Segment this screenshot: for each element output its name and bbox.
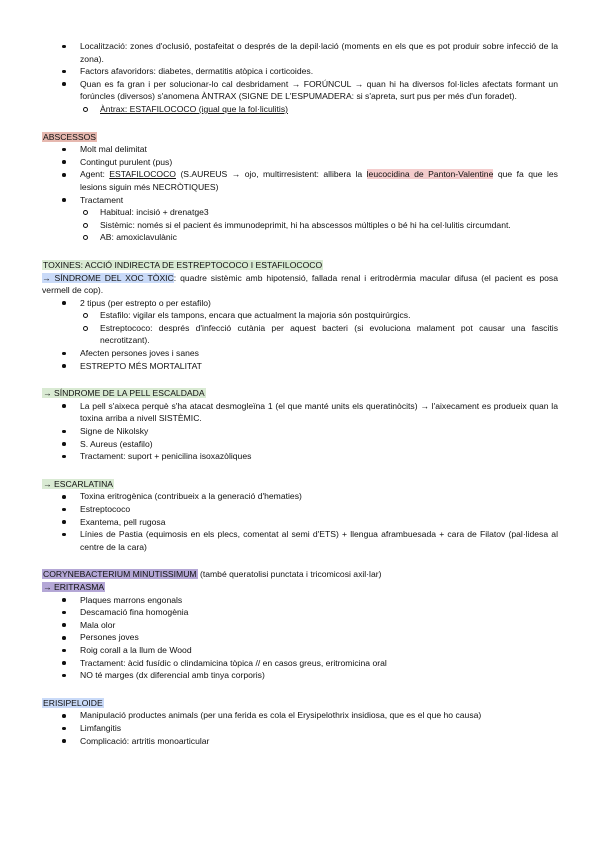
section-toxines xyxy=(42,259,558,372)
list-item: La pell s'aixeca perquè s'ha atacat desmogleïna 1 (el que manté units els queratinòcits) → l'aixecament es produeix quan la toxina arriba a nivell SISTÈMIC. xyxy=(42,400,558,425)
erisipeloide-list xyxy=(42,709,558,747)
list-item: ESTREPTO MÉS MORTALITAT xyxy=(42,360,558,373)
section-title xyxy=(42,259,558,272)
list-item: Contingut purulent (pus) xyxy=(42,156,558,169)
section-title-text: ABSCESSOS xyxy=(43,131,97,142)
section-title xyxy=(42,478,558,491)
list-item: Manipulació productes animals (per una ferida es cola el Erysipelothrix insidiosa, que es el que ho causa) xyxy=(42,709,558,722)
list-item: Limfangitis xyxy=(42,722,558,735)
agent-end: que fa que les lesions siguin més NECRÒTIQUES) xyxy=(80,169,558,192)
section-title-text: ERISIPELOIDE xyxy=(43,697,103,708)
section-title-text: → SÍNDROME DE LA PELL ESCALDADA xyxy=(43,388,205,399)
list-item: Estreptococo xyxy=(42,503,558,516)
section-title-suffix: (també queratolisi punctata i tricomicosi axil·lar) xyxy=(197,569,382,580)
sublist xyxy=(80,309,558,347)
section-title-text: TOXINES: ACCIÓ INDIRECTA DE ESTREPTOCOCO I ESTAFILOCOCO xyxy=(43,259,323,270)
intro-list xyxy=(42,40,558,116)
section-title xyxy=(42,387,558,400)
subsection-title xyxy=(42,581,558,594)
toxin-highlight: leucocidina de Panton-Valentine xyxy=(366,169,494,180)
abscessos-list xyxy=(42,143,558,244)
pell-escaldada-list xyxy=(42,400,558,463)
list-item-agent xyxy=(42,168,558,193)
section-title-text: → ESCARLATINA xyxy=(43,478,114,489)
agent-name: ESTAFILOCOCO xyxy=(109,169,176,180)
shock-title: → SÍNDROME DEL XOC TÒXIC xyxy=(42,272,174,283)
list-item: Complicació: artritis monoarticular xyxy=(42,735,558,748)
list-item: Roig corall a la llum de Wood xyxy=(42,644,558,657)
shock-text: : quadre sistèmic amb hipotensió, fallada renal i eritrodèrmia macular difusa (el pacient es posa vermell de cop). xyxy=(42,272,558,296)
list-item-text: 2 tipus (per estrepto o per estafilo) xyxy=(80,297,211,308)
section-title xyxy=(42,697,558,710)
list-item: Plaques marrons engonals xyxy=(42,594,558,607)
section-pell-escaldada xyxy=(42,387,558,463)
section-escarlatina xyxy=(42,478,558,554)
sublist-item: Estafilo: vigilar els tampons, encara que actualment la majoria són postquirúrgics. xyxy=(80,309,558,322)
list-item: Tractament: àcid fusídic o clindamicina tòpica // en casos greus, eritromicina oral xyxy=(42,657,558,670)
agent-detail: (S.AUREUS → ojo, multirresistent: allibera la xyxy=(176,169,367,180)
list-item: Exantema, pell rugosa xyxy=(42,516,558,529)
list-item: Localització: zones d'oclusió, postafeitat o després de la depil·lació (moments en els que es pot produir sobre infecció de la zona). xyxy=(42,40,558,65)
shock-paragraph xyxy=(42,272,558,297)
corynebacterium-list xyxy=(42,594,558,682)
list-item: NO té marges (dx diferencial amb tinya corporis) xyxy=(42,669,558,682)
section-title xyxy=(42,568,558,581)
list-item: Línies de Pastia (equimosis en els plecs, comentat al semi d'ETS) + llengua aframbuesada + cara de Filatov (pal·lidesa al centre de la cara) xyxy=(42,528,558,553)
escarlatina-list xyxy=(42,490,558,553)
list-item: Afecten persones joves i sanes xyxy=(42,347,558,360)
list-item: Persones joves xyxy=(42,631,558,644)
sublist-item: Estreptococo: després d'infecció cutània per aquest bacteri (si evoluciona malament pot causar una fascitis necrotitzant). xyxy=(80,322,558,347)
sublist xyxy=(80,206,558,244)
toxines-list xyxy=(42,297,558,373)
sublist-item xyxy=(80,103,558,116)
list-item: Descamació fina homogènia xyxy=(42,606,558,619)
list-item: Toxina eritrogènica (contribueix a la generació d'hematies) xyxy=(42,490,558,503)
sublist xyxy=(80,103,558,116)
subsection-title-text: → ERITRASMA xyxy=(43,581,105,592)
sublist-item: AB: amoxiclavulànic xyxy=(80,231,558,244)
list-item: Tractament: suport + penicilina isoxazòliques xyxy=(42,450,558,463)
list-item xyxy=(42,194,558,244)
list-item xyxy=(42,78,558,116)
agent-prefix: Agent: xyxy=(80,169,110,180)
list-item: Molt mal delimitat xyxy=(42,143,558,156)
list-item: Signe de Nikolsky xyxy=(42,425,558,438)
sublist-item: Sistèmic: només si el pacient és immunodeprimit, hi ha abscessos múltiples o bé hi ha cel·lulitis circumdant. xyxy=(80,219,558,232)
list-item: Factors afavoridors: diabetes, dermatitis atòpica i corticoides. xyxy=(42,65,558,78)
section-title-text: CORYNEBACTERIUM MINUTISSIMUM xyxy=(43,569,197,580)
list-item: Mala olor xyxy=(42,619,558,632)
section-abscessos xyxy=(42,131,558,244)
section-corynebacterium xyxy=(42,568,558,681)
list-item: S. Aureus (estafilo) xyxy=(42,438,558,451)
section-erisipeloide xyxy=(42,697,558,747)
sublist-item: Habitual: incisió + drenatge3 xyxy=(80,206,558,219)
list-item-text: Quan es fa gran i per solucionar-lo cal desbridament → FORÚNCUL → quan hi ha diversos fol·licles afectats formant un forúncles (diversos) s'anomena ÀNTRAX (SIGNE DE L'ESPUMADERA: si s'apreta, surt pus per més d'un foradet). xyxy=(80,78,558,102)
section-title xyxy=(42,131,558,144)
list-item-text: Tractament xyxy=(80,194,124,205)
list-item xyxy=(42,297,558,347)
sublist-item-text: Àntrax: ESTAFILOCOCO (igual que la fol·liculitis) xyxy=(100,103,289,114)
